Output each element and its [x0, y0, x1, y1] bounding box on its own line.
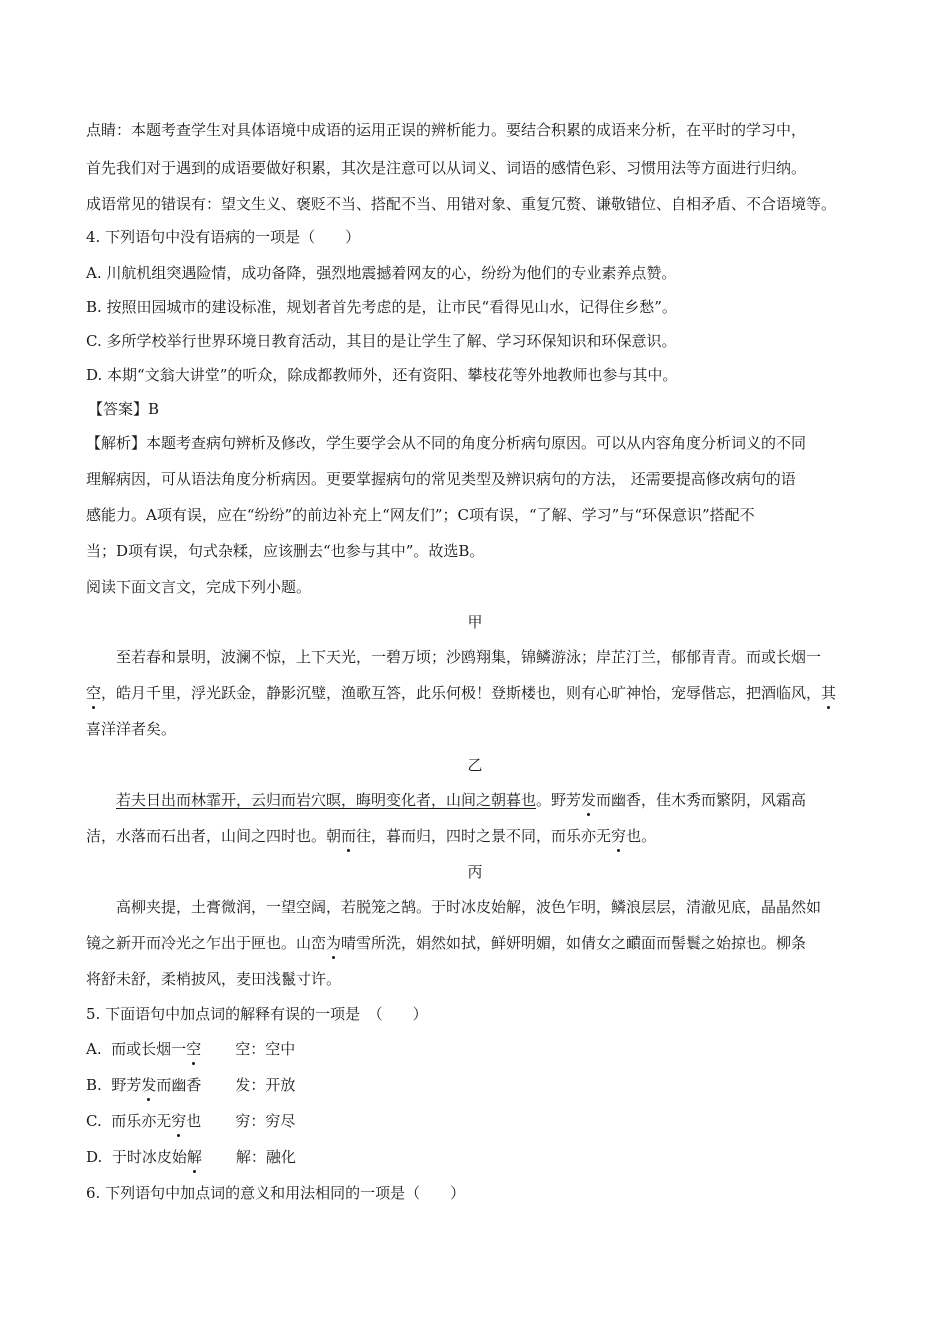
dotted-word: 穷 — [171, 1112, 187, 1130]
q4-analysis-1: 【解析】本题考查病句辨析及修改，学生要学会从不同的角度分析病句原因。可以从内容角度分析词义的不同 — [86, 434, 807, 452]
q4-analysis-3: 感能力。A项有误，应在“纷纷”的前边补充上“网友们”；C项有误，“了解、学习”与“环保意识”搭配不 — [86, 506, 755, 524]
dotted-word: 而 — [341, 827, 357, 845]
passage-jia-title: 甲 — [467, 613, 483, 631]
q4-option-d: D. 本期“文翁大讲堂”的听众，除成都教师外，还有资阳、攀枝花等外地教师也参与其中。 — [86, 366, 678, 384]
passage-yi-line-1: 若夫日出而林霏开，云归而岩穴暝，晦明变化者，山间之朝暮也。野芳发而幽香，佳木秀而繁阴，风霜高 — [116, 791, 807, 809]
dotted-word: 其 — [821, 684, 837, 702]
q4-answer: 【答案】B — [88, 400, 160, 418]
dotted-word: 发 — [141, 1076, 157, 1094]
passage-bing-line-1: 高柳夹提，土膏微润，一望空阔，若脱笼之鹄。于时冰皮始解，波色乍明，鳞浪层层，清澈见底，晶晶然如 — [116, 898, 822, 916]
dotted-word: 为 — [326, 934, 342, 952]
passage-jia-line-1: 至若春和景明，波澜不惊，上下天光，一碧万顷；沙鸥翔集，锦鳞游泳；岸芷汀兰，郁郁青青。而或长烟一 — [116, 648, 822, 666]
q5-option-c: C. 而乐亦无穷也 穷：穷尽 — [86, 1112, 296, 1130]
comment-line-1: 点睛：本题考查学生对具体语境中成语的运用正误的辨析能力。要结合积累的成语来分析，在平时的学习中， — [86, 121, 807, 139]
reading-intro: 阅读下面文言文，完成下列小题。 — [86, 578, 312, 596]
passage-jia-line-3: 喜洋洋者矣。 — [86, 720, 177, 738]
passage-yi-title: 乙 — [467, 756, 483, 774]
q4-analysis-2: 理解病因，可从语法角度分析病因。更要掌握病句的常见类型及辨识病句的方法， 还需要提高修改病句的语 — [86, 470, 796, 488]
q5-option-a: A. 而或长烟一空 空：空中 — [86, 1040, 296, 1058]
q4-stem: 4. 下列语句中没有语病的一项是（ ） — [86, 228, 361, 246]
passage-yi-line-2: 洁，水落而石出者，山间之四时也。朝而往，暮而归，四时之景不同，而乐亦无穷也。 — [86, 827, 657, 845]
passage-bing-line-2: 镜之新开而冷光之乍出于匣也。山峦为晴雪所洗，娟然如拭，鲜妍明媚，如倩女之靧面而髻鬟之始掠也。柳条 — [86, 934, 807, 952]
q4-option-c: C. 多所学校举行世界环境日教育活动，其目的是让学生了解、学习环保知识和环保意识。 — [86, 332, 677, 350]
dotted-word: 空 — [86, 684, 102, 702]
passage-jia-line-2: 空，皓月千里，浮光跃金，静影沉璧，渔歌互答，此乐何极！登斯楼也，则有心旷神怡，宠辱偕忘，把酒临风，其 — [86, 684, 837, 702]
q5-stem: 5. 下面语句中加点词的解释有误的一项是 （ ） — [86, 1005, 428, 1023]
q5-option-d: D. 于时冰皮始解 解：融化 — [86, 1148, 296, 1166]
dotted-word: 穷 — [611, 827, 627, 845]
q5-option-b: B. 野芳发而幽香 发：开放 — [86, 1076, 296, 1094]
underlined-sentence: 若夫日出而林霏开，云归而岩穴暝，晦明变化者，山间之朝暮也 — [116, 791, 537, 809]
dotted-word: 发 — [581, 791, 597, 809]
q6-stem: 6. 下列语句中加点词的意义和用法相同的一项是（ ） — [86, 1184, 466, 1202]
q4-analysis-4: 当；D项有误，句式杂糅，应该删去“也参与其中”。故选B。 — [86, 542, 485, 560]
dotted-word: 空 — [186, 1040, 202, 1058]
comment-line-2: 首先我们对于遇到的成语要做好积累，其次是注意可以从词义、词语的感情色彩、习惯用法等方面进行归纳。 — [86, 159, 807, 177]
passage-bing-title: 丙 — [467, 863, 483, 881]
q4-option-a: A. 川航机组突遇险情，成功备降，强烈地震撼着网友的心，纷纷为他们的专业素养点赞。 — [86, 264, 677, 282]
dotted-word: 解 — [186, 1148, 202, 1166]
passage-bing-line-3: 将舒未舒，柔梢披风，麦田浅鬣寸许。 — [86, 970, 342, 988]
comment-line-3: 成语常见的错误有：望文生义、褒贬不当、搭配不当、用错对象、重复冗赘、谦敬错位、自相矛盾、不合语境等。 — [86, 195, 837, 213]
q4-option-b: B. 按照田园城市的建设标准，规划者首先考虑的是，让市民“看得见山水，记得住乡愁”。 — [86, 298, 677, 316]
